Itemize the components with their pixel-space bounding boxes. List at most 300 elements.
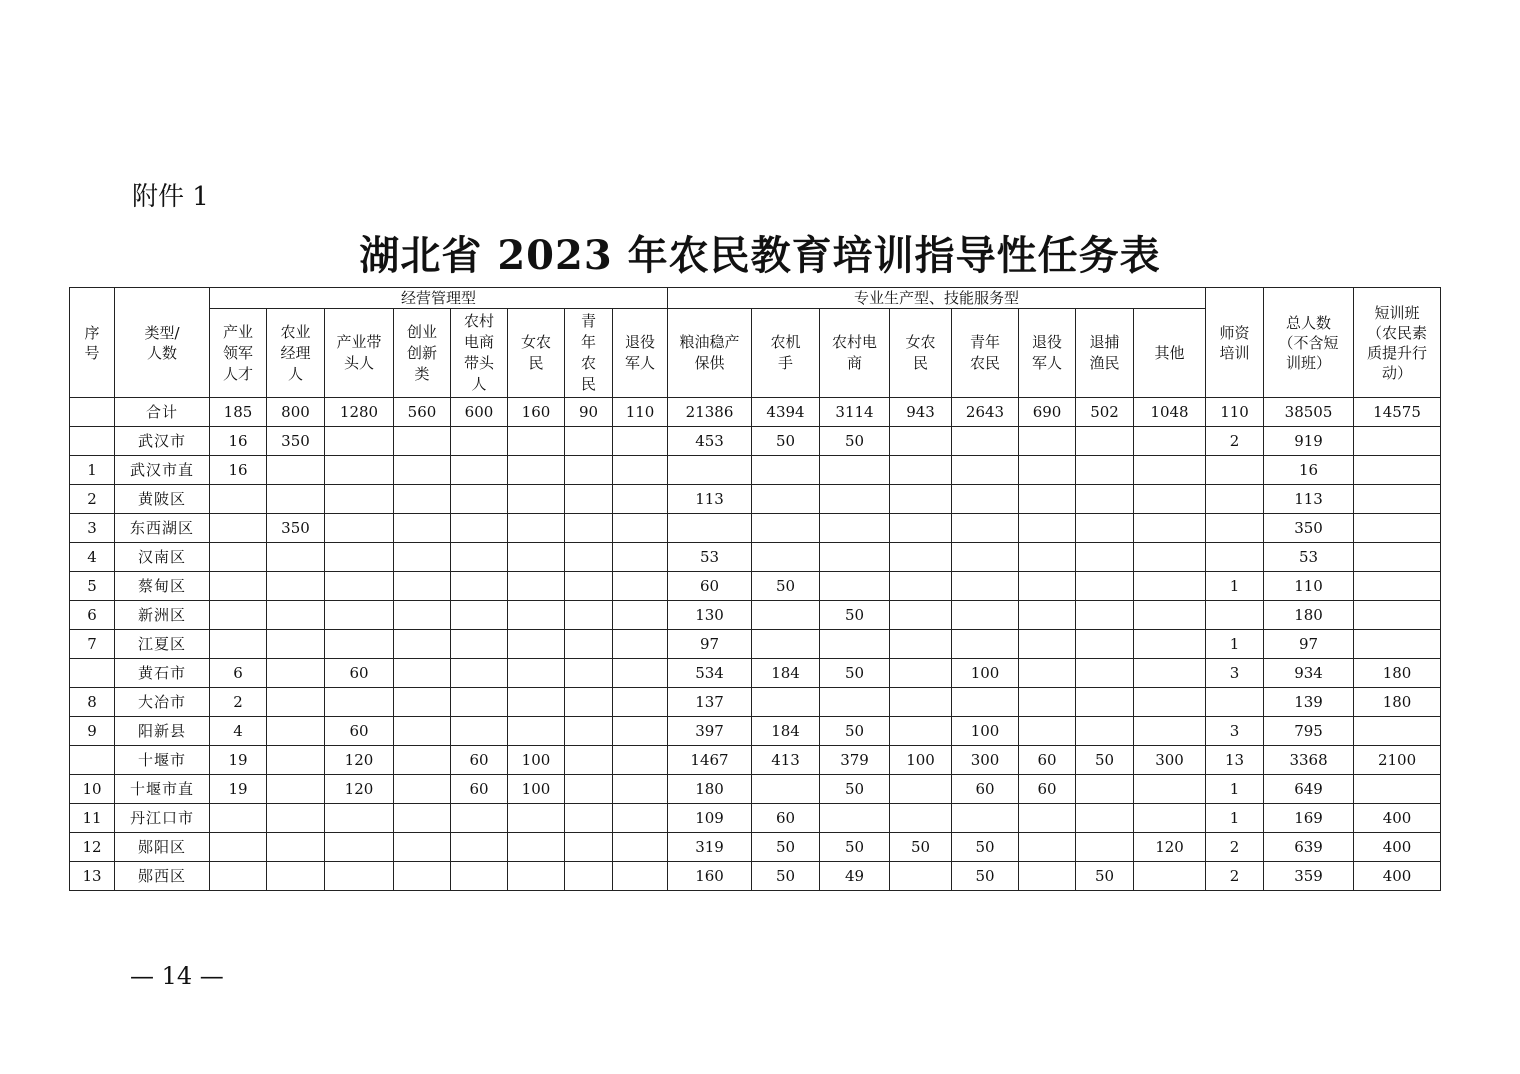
header-sub-6: 青 年 农 民 bbox=[565, 309, 613, 398]
row-name: 黄陂区 bbox=[115, 485, 210, 514]
cell-value bbox=[508, 833, 565, 862]
cell-value bbox=[267, 659, 325, 688]
cell-value bbox=[890, 427, 952, 456]
cell-value bbox=[451, 456, 508, 485]
cell-value bbox=[325, 514, 394, 543]
cell-value bbox=[1354, 775, 1441, 804]
cell-value: 160 bbox=[508, 398, 565, 427]
cell-value bbox=[952, 688, 1019, 717]
table-row bbox=[70, 543, 1441, 572]
row-seq: 2 bbox=[70, 485, 115, 514]
cell-value: 49 bbox=[820, 862, 890, 891]
cell-value bbox=[394, 717, 451, 746]
cell-value bbox=[565, 601, 613, 630]
cell-value bbox=[668, 456, 752, 485]
cell-value bbox=[325, 804, 394, 833]
header-type: 类型/ 人数 bbox=[115, 288, 210, 398]
cell-value: 120 bbox=[325, 746, 394, 775]
cell-value: 19 bbox=[210, 775, 267, 804]
table-row bbox=[70, 804, 1441, 833]
cell-value bbox=[1019, 630, 1076, 659]
cell-value: 60 bbox=[1019, 746, 1076, 775]
cell-value: 19 bbox=[210, 746, 267, 775]
cell-value bbox=[613, 427, 668, 456]
header-sub-13: 退役 军人 bbox=[1019, 309, 1076, 398]
cell-value: 60 bbox=[1019, 775, 1076, 804]
cell-value bbox=[1134, 775, 1206, 804]
cell-value: 50 bbox=[752, 862, 820, 891]
cell-value bbox=[508, 630, 565, 659]
page-title: 湖北省 2023 年农民教育培训指导性任务表 bbox=[359, 232, 1161, 279]
cell-value bbox=[325, 630, 394, 659]
table-row-subtotal bbox=[70, 427, 1441, 456]
table-row bbox=[70, 514, 1441, 543]
cell-value bbox=[394, 543, 451, 572]
cell-value bbox=[267, 775, 325, 804]
cell-value bbox=[952, 572, 1019, 601]
row-seq: 6 bbox=[70, 601, 115, 630]
cell-value: 1048 bbox=[1134, 398, 1206, 427]
cell-value bbox=[267, 485, 325, 514]
cell-value bbox=[267, 688, 325, 717]
cell-value: 6 bbox=[210, 659, 267, 688]
cell-value: 38505 bbox=[1264, 398, 1354, 427]
cell-value bbox=[613, 572, 668, 601]
cell-value bbox=[1019, 688, 1076, 717]
row-name: 黄石市 bbox=[115, 659, 210, 688]
cell-value: 3368 bbox=[1264, 746, 1354, 775]
cell-value: 110 bbox=[1264, 572, 1354, 601]
header-sub-7: 退役 军人 bbox=[613, 309, 668, 398]
cell-value: 4 bbox=[210, 717, 267, 746]
row-seq bbox=[70, 746, 115, 775]
cell-value bbox=[952, 630, 1019, 659]
cell-value bbox=[752, 601, 820, 630]
cell-value bbox=[267, 804, 325, 833]
cell-value: 180 bbox=[1264, 601, 1354, 630]
row-seq: 11 bbox=[70, 804, 115, 833]
cell-value: 53 bbox=[668, 543, 752, 572]
cell-value bbox=[1019, 572, 1076, 601]
cell-value: 60 bbox=[325, 659, 394, 688]
cell-value bbox=[890, 630, 952, 659]
cell-value bbox=[325, 572, 394, 601]
cell-value bbox=[1134, 717, 1206, 746]
cell-value: 180 bbox=[668, 775, 752, 804]
cell-value: 100 bbox=[508, 746, 565, 775]
row-seq bbox=[70, 398, 115, 427]
cell-value: 100 bbox=[508, 775, 565, 804]
task-table bbox=[69, 287, 1441, 891]
cell-value bbox=[267, 572, 325, 601]
cell-value: 13 bbox=[1206, 746, 1264, 775]
cell-value bbox=[820, 804, 890, 833]
cell-value bbox=[508, 427, 565, 456]
cell-value bbox=[1134, 572, 1206, 601]
cell-value: 350 bbox=[267, 427, 325, 456]
cell-value: 109 bbox=[668, 804, 752, 833]
cell-value bbox=[508, 688, 565, 717]
cell-value bbox=[752, 775, 820, 804]
cell-value: 139 bbox=[1264, 688, 1354, 717]
cell-value: 110 bbox=[1206, 398, 1264, 427]
cell-value: 97 bbox=[668, 630, 752, 659]
cell-value: 502 bbox=[1076, 398, 1134, 427]
cell-value bbox=[394, 688, 451, 717]
cell-value bbox=[613, 485, 668, 514]
cell-value bbox=[394, 485, 451, 514]
cell-value bbox=[565, 862, 613, 891]
cell-value bbox=[394, 456, 451, 485]
cell-value bbox=[267, 862, 325, 891]
cell-value bbox=[890, 514, 952, 543]
cell-value: 60 bbox=[325, 717, 394, 746]
cell-value: 400 bbox=[1354, 804, 1441, 833]
cell-value bbox=[267, 746, 325, 775]
cell-value: 120 bbox=[325, 775, 394, 804]
cell-value bbox=[1134, 601, 1206, 630]
cell-value bbox=[1354, 485, 1441, 514]
cell-value bbox=[613, 688, 668, 717]
cell-value bbox=[210, 601, 267, 630]
cell-value bbox=[952, 427, 1019, 456]
cell-value bbox=[1354, 456, 1441, 485]
cell-value bbox=[1134, 630, 1206, 659]
header-short-course: 短训班 （农民素 质提升行 动） bbox=[1354, 288, 1441, 398]
cell-value bbox=[394, 514, 451, 543]
row-seq bbox=[70, 427, 115, 456]
cell-value: 934 bbox=[1264, 659, 1354, 688]
header-sub-3: 创业 创新 类 bbox=[394, 309, 451, 398]
cell-value bbox=[394, 833, 451, 862]
cell-value bbox=[752, 688, 820, 717]
cell-value bbox=[1076, 659, 1134, 688]
row-name: 新洲区 bbox=[115, 601, 210, 630]
header-sub-2: 产业带 头人 bbox=[325, 309, 394, 398]
cell-value bbox=[1354, 717, 1441, 746]
cell-value: 2 bbox=[1206, 862, 1264, 891]
cell-value bbox=[1076, 775, 1134, 804]
cell-value bbox=[565, 746, 613, 775]
cell-value bbox=[613, 659, 668, 688]
cell-value bbox=[508, 514, 565, 543]
cell-value bbox=[394, 572, 451, 601]
cell-value: 413 bbox=[752, 746, 820, 775]
cell-value bbox=[890, 688, 952, 717]
cell-value bbox=[508, 543, 565, 572]
cell-value bbox=[613, 456, 668, 485]
cell-value bbox=[1134, 804, 1206, 833]
cell-value: 184 bbox=[752, 659, 820, 688]
cell-value bbox=[394, 862, 451, 891]
cell-value bbox=[1019, 804, 1076, 833]
table-body bbox=[70, 398, 1441, 891]
cell-value: 60 bbox=[752, 804, 820, 833]
cell-value bbox=[267, 601, 325, 630]
cell-value: 169 bbox=[1264, 804, 1354, 833]
row-seq: 13 bbox=[70, 862, 115, 891]
cell-value bbox=[210, 833, 267, 862]
cell-value: 21386 bbox=[668, 398, 752, 427]
cell-value bbox=[565, 659, 613, 688]
cell-value: 300 bbox=[1134, 746, 1206, 775]
cell-value: 690 bbox=[1019, 398, 1076, 427]
cell-value: 3 bbox=[1206, 717, 1264, 746]
cell-value: 184 bbox=[752, 717, 820, 746]
cell-value bbox=[890, 862, 952, 891]
cell-value bbox=[451, 688, 508, 717]
cell-value bbox=[1206, 601, 1264, 630]
cell-value bbox=[820, 456, 890, 485]
cell-value: 350 bbox=[267, 514, 325, 543]
cell-value bbox=[613, 514, 668, 543]
cell-value bbox=[451, 543, 508, 572]
cell-value: 560 bbox=[394, 398, 451, 427]
cell-value bbox=[451, 514, 508, 543]
page-number: — 14 — bbox=[130, 962, 224, 990]
cell-value bbox=[565, 572, 613, 601]
cell-value bbox=[508, 804, 565, 833]
cell-value: 90 bbox=[565, 398, 613, 427]
cell-value bbox=[1076, 427, 1134, 456]
cell-value: 397 bbox=[668, 717, 752, 746]
header-total: 总人数 （不含短 训班） bbox=[1264, 288, 1354, 398]
row-seq: 1 bbox=[70, 456, 115, 485]
cell-value: 50 bbox=[820, 833, 890, 862]
cell-value bbox=[890, 456, 952, 485]
cell-value: 180 bbox=[1354, 688, 1441, 717]
header-sub-10: 农村电 商 bbox=[820, 309, 890, 398]
cell-value bbox=[613, 630, 668, 659]
cell-value bbox=[325, 427, 394, 456]
cell-value: 2 bbox=[1206, 427, 1264, 456]
header-sub-1: 农业 经理 人 bbox=[267, 309, 325, 398]
header-seq: 序 号 bbox=[70, 288, 115, 398]
cell-value bbox=[820, 485, 890, 514]
cell-value: 14575 bbox=[1354, 398, 1441, 427]
cell-value: 100 bbox=[952, 717, 1019, 746]
cell-value bbox=[613, 601, 668, 630]
header-sub-4: 农村 电商 带头 人 bbox=[451, 309, 508, 398]
cell-value bbox=[565, 543, 613, 572]
cell-value: 50 bbox=[820, 775, 890, 804]
cell-value bbox=[820, 572, 890, 601]
cell-value bbox=[508, 485, 565, 514]
cell-value: 1 bbox=[1206, 630, 1264, 659]
cell-value bbox=[508, 862, 565, 891]
header-sub-14: 退捕 渔民 bbox=[1076, 309, 1134, 398]
cell-value bbox=[1354, 630, 1441, 659]
cell-value bbox=[1076, 833, 1134, 862]
cell-value: 120 bbox=[1134, 833, 1206, 862]
cell-value: 600 bbox=[451, 398, 508, 427]
cell-value bbox=[1354, 601, 1441, 630]
row-name: 合计 bbox=[115, 398, 210, 427]
cell-value bbox=[952, 514, 1019, 543]
header-sub-9: 农机 手 bbox=[752, 309, 820, 398]
cell-value bbox=[451, 485, 508, 514]
cell-value: 50 bbox=[1076, 746, 1134, 775]
cell-value bbox=[890, 804, 952, 833]
cell-value bbox=[952, 601, 1019, 630]
row-seq: 10 bbox=[70, 775, 115, 804]
cell-value bbox=[820, 514, 890, 543]
cell-value: 110 bbox=[613, 398, 668, 427]
cell-value bbox=[325, 601, 394, 630]
cell-value bbox=[1076, 630, 1134, 659]
cell-value bbox=[1206, 456, 1264, 485]
cell-value bbox=[325, 485, 394, 514]
cell-value bbox=[1134, 514, 1206, 543]
cell-value bbox=[1076, 572, 1134, 601]
cell-value: 3 bbox=[1206, 659, 1264, 688]
cell-value bbox=[890, 717, 952, 746]
cell-value bbox=[565, 833, 613, 862]
cell-value bbox=[451, 804, 508, 833]
cell-value: 379 bbox=[820, 746, 890, 775]
row-name: 武汉市 bbox=[115, 427, 210, 456]
row-name: 汉南区 bbox=[115, 543, 210, 572]
cell-value bbox=[451, 601, 508, 630]
row-seq: 9 bbox=[70, 717, 115, 746]
cell-value bbox=[325, 543, 394, 572]
cell-value bbox=[1354, 514, 1441, 543]
cell-value bbox=[752, 456, 820, 485]
cell-value: 53 bbox=[1264, 543, 1354, 572]
row-name: 郧西区 bbox=[115, 862, 210, 891]
row-name: 大冶市 bbox=[115, 688, 210, 717]
cell-value: 2643 bbox=[952, 398, 1019, 427]
cell-value bbox=[613, 833, 668, 862]
cell-value bbox=[1076, 543, 1134, 572]
table-row bbox=[70, 572, 1441, 601]
cell-value: 1467 bbox=[668, 746, 752, 775]
row-name: 蔡甸区 bbox=[115, 572, 210, 601]
cell-value bbox=[210, 630, 267, 659]
row-name: 东西湖区 bbox=[115, 514, 210, 543]
cell-value: 50 bbox=[890, 833, 952, 862]
cell-value bbox=[508, 717, 565, 746]
cell-value bbox=[267, 543, 325, 572]
header-sub-5: 女农 民 bbox=[508, 309, 565, 398]
header-sub-8: 粮油稳产 保供 bbox=[668, 309, 752, 398]
cell-value bbox=[820, 543, 890, 572]
cell-value: 639 bbox=[1264, 833, 1354, 862]
cell-value bbox=[210, 804, 267, 833]
header-sub-12: 青年 农民 bbox=[952, 309, 1019, 398]
cell-value bbox=[1019, 456, 1076, 485]
cell-value bbox=[451, 427, 508, 456]
cell-value bbox=[565, 775, 613, 804]
cell-value: 1280 bbox=[325, 398, 394, 427]
row-seq: 7 bbox=[70, 630, 115, 659]
cell-value: 943 bbox=[890, 398, 952, 427]
row-seq bbox=[70, 659, 115, 688]
cell-value: 534 bbox=[668, 659, 752, 688]
row-name: 武汉市直 bbox=[115, 456, 210, 485]
cell-value: 50 bbox=[952, 833, 1019, 862]
header-group-management: 经营管理型 bbox=[210, 288, 668, 309]
cell-value: 50 bbox=[752, 572, 820, 601]
table-row bbox=[70, 485, 1441, 514]
row-seq: 3 bbox=[70, 514, 115, 543]
cell-value: 50 bbox=[752, 427, 820, 456]
cell-value bbox=[451, 659, 508, 688]
cell-value bbox=[1076, 485, 1134, 514]
cell-value bbox=[1134, 659, 1206, 688]
attachment-label: 附件 1 bbox=[132, 182, 209, 212]
cell-value bbox=[1019, 427, 1076, 456]
cell-value: 160 bbox=[668, 862, 752, 891]
row-name: 十堰市直 bbox=[115, 775, 210, 804]
cell-value bbox=[1019, 717, 1076, 746]
cell-value: 359 bbox=[1264, 862, 1354, 891]
cell-value bbox=[565, 688, 613, 717]
table-row-subtotal bbox=[70, 746, 1441, 775]
header-group-production: 专业生产型、技能服务型 bbox=[668, 288, 1206, 309]
cell-value bbox=[820, 688, 890, 717]
cell-value bbox=[394, 659, 451, 688]
cell-value bbox=[565, 630, 613, 659]
table-row bbox=[70, 630, 1441, 659]
cell-value bbox=[565, 485, 613, 514]
cell-value bbox=[267, 630, 325, 659]
cell-value bbox=[1134, 688, 1206, 717]
cell-value bbox=[1019, 862, 1076, 891]
cell-value bbox=[952, 543, 1019, 572]
cell-value bbox=[267, 717, 325, 746]
cell-value: 50 bbox=[820, 717, 890, 746]
cell-value: 50 bbox=[952, 862, 1019, 891]
cell-value: 1 bbox=[1206, 572, 1264, 601]
table-row bbox=[70, 456, 1441, 485]
cell-value bbox=[325, 833, 394, 862]
row-name: 阳新县 bbox=[115, 717, 210, 746]
cell-value: 350 bbox=[1264, 514, 1354, 543]
cell-value bbox=[1206, 514, 1264, 543]
table-row bbox=[70, 717, 1441, 746]
cell-value bbox=[451, 833, 508, 862]
row-name: 郧阳区 bbox=[115, 833, 210, 862]
cell-value bbox=[890, 775, 952, 804]
cell-value: 3114 bbox=[820, 398, 890, 427]
cell-value bbox=[613, 746, 668, 775]
cell-value bbox=[267, 833, 325, 862]
table-row-subtotal bbox=[70, 398, 1441, 427]
cell-value bbox=[952, 485, 1019, 514]
cell-value bbox=[325, 862, 394, 891]
cell-value bbox=[1076, 601, 1134, 630]
cell-value bbox=[752, 485, 820, 514]
cell-value bbox=[752, 630, 820, 659]
cell-value: 50 bbox=[1076, 862, 1134, 891]
cell-value: 137 bbox=[668, 688, 752, 717]
cell-value: 50 bbox=[820, 601, 890, 630]
cell-value: 2 bbox=[1206, 833, 1264, 862]
cell-value bbox=[1354, 572, 1441, 601]
cell-value bbox=[890, 572, 952, 601]
cell-value: 60 bbox=[451, 775, 508, 804]
table-row-subtotal bbox=[70, 659, 1441, 688]
cell-value bbox=[210, 543, 267, 572]
cell-value bbox=[1076, 688, 1134, 717]
cell-value bbox=[1134, 543, 1206, 572]
cell-value bbox=[890, 601, 952, 630]
cell-value bbox=[1019, 485, 1076, 514]
cell-value: 649 bbox=[1264, 775, 1354, 804]
cell-value: 97 bbox=[1264, 630, 1354, 659]
cell-value: 2100 bbox=[1354, 746, 1441, 775]
